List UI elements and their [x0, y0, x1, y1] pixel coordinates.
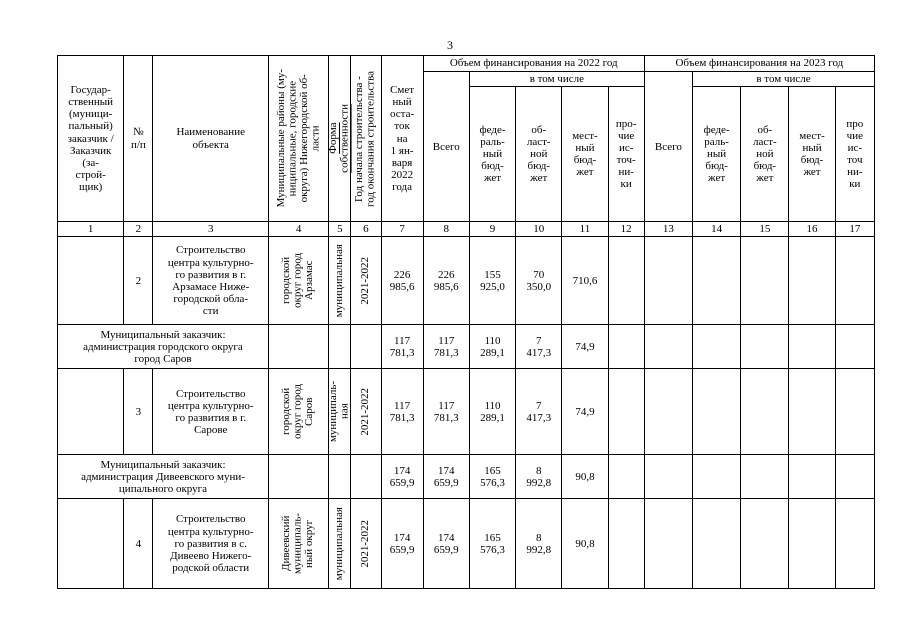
municipality: Дивеевский муниципаль- ный округ — [280, 513, 316, 575]
object-name: Строительство центра культурно- го развития в г. Сарове — [153, 369, 269, 455]
ownership-cell — [329, 499, 351, 589]
estimate-balance: 117 781,3 — [381, 325, 423, 369]
header-years: Год начала строительства - год окончания строительства — [353, 70, 377, 207]
local-2022: 710,6 — [562, 237, 608, 325]
column-number: 1 — [58, 222, 124, 237]
header-row-1 — [58, 56, 875, 72]
object-name: Строительство центра культурно- го развития в с. Дивеево Нижего- родской области — [153, 499, 269, 589]
customer-row — [58, 325, 875, 369]
construction-years: 2021-2022 — [359, 519, 372, 568]
column-number: 6 — [351, 222, 381, 237]
row-number: 4 — [124, 499, 153, 589]
column-number: 8 — [423, 222, 469, 237]
total-2022: 117 781,3 — [423, 325, 469, 369]
municipality-cell — [268, 369, 328, 455]
column-number: 17 — [835, 222, 874, 237]
column-number: 3 — [153, 222, 269, 237]
federal-2022: 110 289,1 — [469, 369, 515, 455]
table-row — [58, 237, 875, 325]
header-federal-2022: феде- раль- ный бюд- жет — [469, 87, 515, 222]
regional-2022: 7 417,3 — [516, 369, 562, 455]
header-including-2023: в том числе — [693, 72, 875, 87]
federal-2022: 110 289,1 — [469, 325, 515, 369]
column-number: 9 — [469, 222, 515, 237]
header-local-2023: мест- ный бюд- жет — [789, 87, 835, 222]
column-number: 5 — [329, 222, 351, 237]
row-number: 2 — [124, 237, 153, 325]
customer-row — [58, 455, 875, 499]
column-number: 10 — [516, 222, 562, 237]
column-number: 7 — [381, 222, 423, 237]
header-federal-2023: феде- раль- ный бюд- жет — [693, 87, 741, 222]
local-2022: 90,8 — [562, 455, 608, 499]
regional-2022: 8 992,8 — [516, 499, 562, 589]
ownership: муниципаль- ная — [327, 381, 351, 443]
table-row — [58, 499, 875, 589]
estimate-balance: 174 659,9 — [381, 499, 423, 589]
column-number: 16 — [789, 222, 835, 237]
column-numbers-row — [58, 222, 875, 237]
column-number: 14 — [693, 222, 741, 237]
years-cell — [351, 237, 381, 325]
total-2022: 117 781,3 — [423, 369, 469, 455]
header-estimate-balance: Смет ный оста- ток на 1 ян- варя 2022 года — [381, 56, 423, 222]
column-number: 11 — [562, 222, 608, 237]
header-object-name: Наименование объекта — [153, 56, 269, 222]
estimate-balance: 174 659,9 — [381, 455, 423, 499]
municipality: городской округ город Саров — [280, 384, 316, 440]
federal-2022: 165 576,3 — [469, 455, 515, 499]
total-2022: 174 659,9 — [423, 499, 469, 589]
header-funding-2023: Объем финансирования на 2023 год — [644, 56, 874, 72]
header-ownership: Форма собственности — [327, 104, 351, 173]
header-customer: Государ- ственный (муници- пальный) заказчик / Заказчик (за- строй- щик) — [58, 56, 124, 222]
construction-years: 2021-2022 — [359, 387, 372, 436]
header-row-no: № п/п — [124, 56, 153, 222]
header-total-2022: Всего — [423, 72, 469, 222]
local-2022: 90,8 — [562, 499, 608, 589]
header-funding-2022: Объем финансирования на 2022 год — [423, 56, 644, 72]
municipality-cell — [268, 237, 328, 325]
customer-label: Муниципальный заказчик: администрация городского округа город Саров — [58, 325, 269, 369]
estimate-balance: 117 781,3 — [381, 369, 423, 455]
municipality-cell — [268, 499, 328, 589]
construction-years: 2021-2022 — [359, 256, 372, 305]
header-other-2023: про чие ис- точ ни- ки — [835, 87, 874, 222]
federal-2022: 155 925,0 — [469, 237, 515, 325]
years-cell — [351, 499, 381, 589]
header-regional-2022: об- ласт- ной бюд- жет — [516, 87, 562, 222]
column-number: 15 — [741, 222, 789, 237]
header-local-2022: мест- ный бюд- жет — [562, 87, 608, 222]
column-number: 13 — [644, 222, 692, 237]
column-number: 2 — [124, 222, 153, 237]
header-municipality: Муниципальные районы (му- ниципальные, городские округа) Нижегородской об- ласти — [274, 69, 322, 208]
header-municipality-cell — [268, 56, 328, 222]
local-2022: 74,9 — [562, 369, 608, 455]
regional-2022: 7 417,3 — [516, 325, 562, 369]
row-number: 3 — [124, 369, 153, 455]
header-regional-2023: об- ласт- ной бюд- жет — [741, 87, 789, 222]
page-number: 3 — [447, 38, 453, 52]
table-row — [58, 369, 875, 455]
local-2022: 74,9 — [562, 325, 608, 369]
total-2022: 174 659,9 — [423, 455, 469, 499]
ownership: муниципальная — [333, 507, 346, 581]
object-name: Строительство центра культурно- го развития в г. Арзамасе Ниже- городской обла- сти — [153, 237, 269, 325]
total-2022: 226 985,6 — [423, 237, 469, 325]
column-number: 12 — [608, 222, 644, 237]
customer-label: Муниципальный заказчик: администрация Дивеевского муни- ципального округа — [58, 455, 269, 499]
ownership-cell — [329, 369, 351, 455]
ownership-cell — [329, 237, 351, 325]
municipality: городской округ город Арзамас — [280, 253, 316, 309]
header-ownership-cell — [329, 56, 351, 222]
ownership: муниципальная — [333, 244, 346, 318]
financing-table — [57, 55, 875, 589]
years-cell — [351, 369, 381, 455]
header-including-2022: в том числе — [469, 72, 644, 87]
header-total-2023: Всего — [644, 72, 692, 222]
regional-2022: 8 992,8 — [516, 455, 562, 499]
estimate-balance: 226 985,6 — [381, 237, 423, 325]
regional-2022: 70 350,0 — [516, 237, 562, 325]
header-other-2022: про- чие ис- точ- ни- ки — [608, 87, 644, 222]
column-number: 4 — [268, 222, 328, 237]
header-years-cell — [351, 56, 381, 222]
federal-2022: 165 576,3 — [469, 499, 515, 589]
